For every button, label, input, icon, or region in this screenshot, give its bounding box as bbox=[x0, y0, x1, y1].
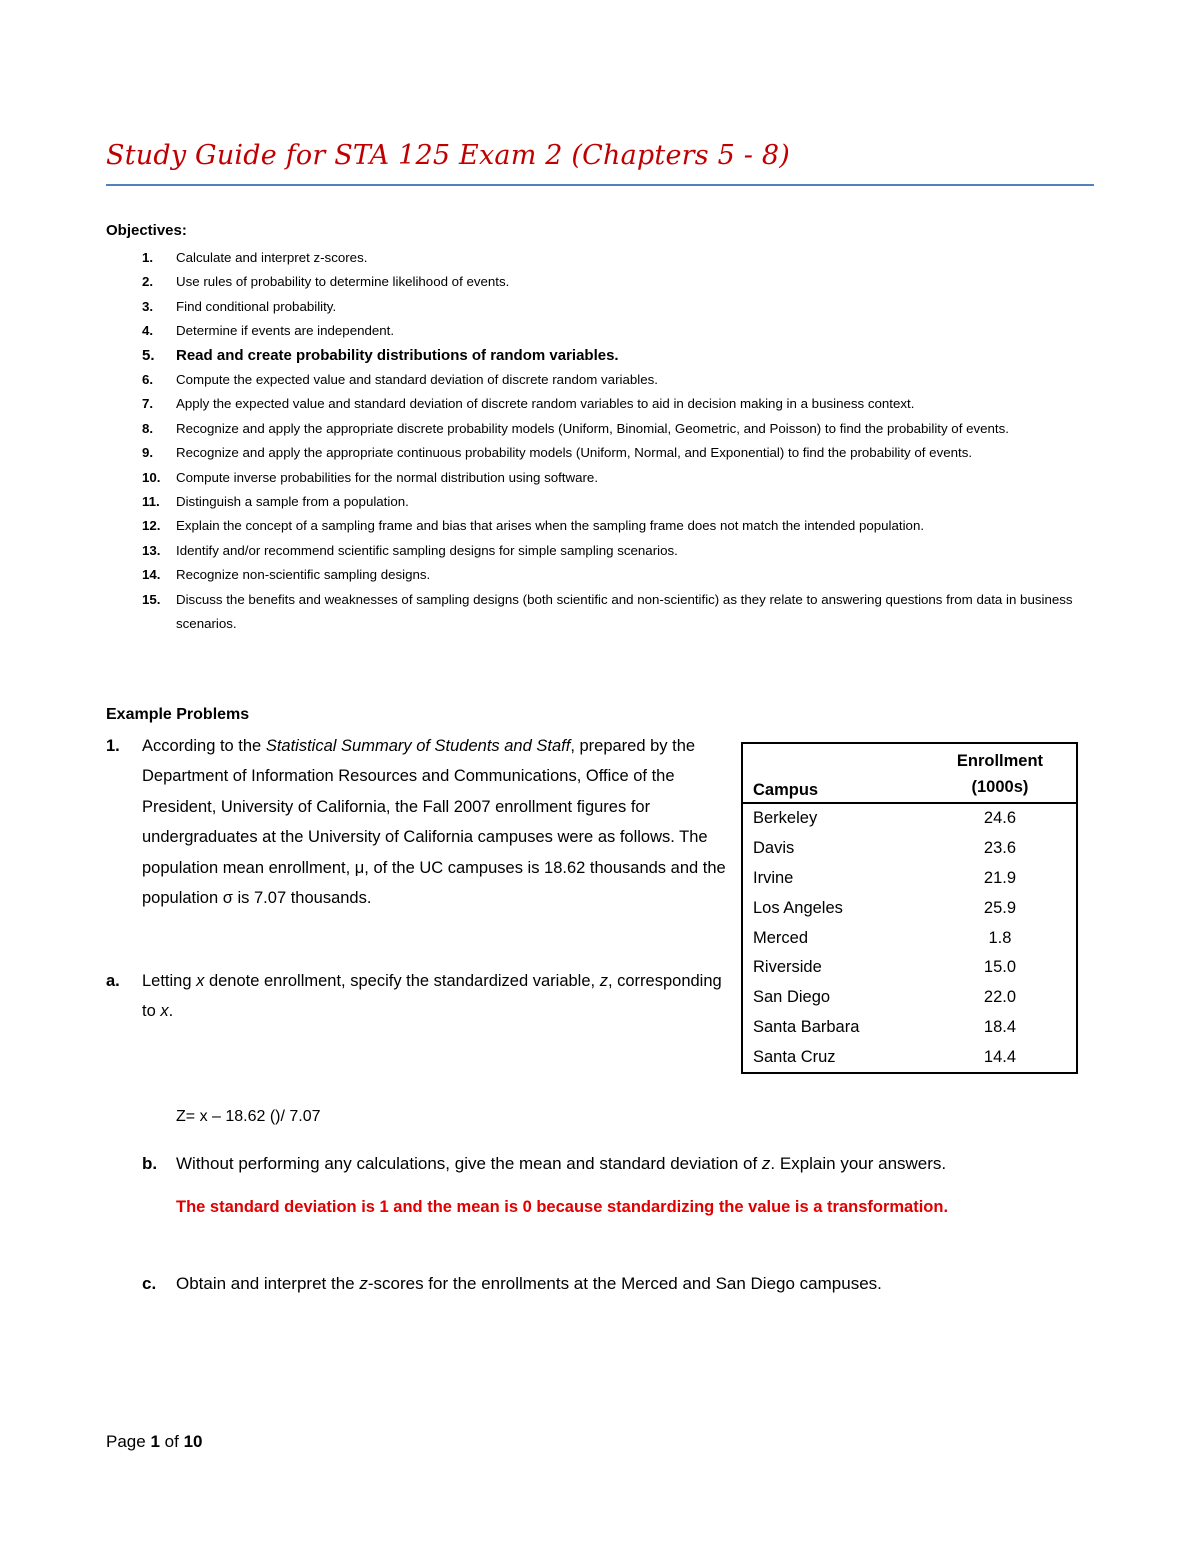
text-segment: Obtain and interpret the bbox=[176, 1274, 360, 1293]
enrollment-cell: 18.4 bbox=[983, 1017, 1017, 1036]
objectives-list bbox=[106, 246, 1096, 637]
list-item bbox=[106, 319, 1096, 343]
text-segment: . Explain your answers. bbox=[770, 1154, 947, 1173]
item-text: Read and create probability distributions of random variables. bbox=[176, 346, 619, 364]
item-number: 7. bbox=[142, 396, 154, 412]
enrollment-cell: 15.0 bbox=[983, 958, 1017, 977]
page-footer bbox=[106, 1432, 202, 1452]
text-segment: Without performing any calculations, give the mean and standard deviation of bbox=[176, 1154, 762, 1173]
item-text: Determine if events are independent. bbox=[176, 323, 395, 339]
variable: z bbox=[599, 972, 608, 990]
variable: x bbox=[196, 972, 205, 990]
enrollment-cell: 1.8 bbox=[988, 928, 1012, 947]
item-text: Identify and/or recommend scientific sampling designs for simple sampling scenarios. bbox=[176, 542, 678, 558]
problem-rest: , prepared by the Department of Information Resources and Communications, Office of the President, University of California, the Fall 2007 enrollment figures for undergraduates at the University of California campuses were as follows. The population mean enrollment, μ, of the UC campuses is 18.62 thousands and the population σ is 7.07 thousands. bbox=[142, 737, 726, 908]
item-number: 6. bbox=[142, 372, 154, 388]
campus-cell: Los Angeles bbox=[753, 898, 843, 917]
problem-intro: According to the bbox=[142, 737, 266, 755]
z-formula: Z= x – 18.62 ()/ 7.07 bbox=[176, 1108, 321, 1125]
example-problems-heading: Example Problems bbox=[106, 706, 250, 723]
part-label: b. bbox=[142, 1154, 158, 1173]
enrollment-cell: 22.0 bbox=[983, 988, 1017, 1007]
title-divider bbox=[106, 184, 1094, 186]
enrollment-table bbox=[741, 742, 1078, 1074]
enrollment-cell: 23.6 bbox=[983, 839, 1017, 858]
problem-text bbox=[142, 731, 726, 913]
item-text: Use rules of probability to determine likelihood of events. bbox=[176, 274, 510, 290]
table-row bbox=[742, 864, 1077, 894]
table-row bbox=[742, 923, 1077, 953]
answer-b: The standard deviation is 1 and the mean is 0 because standardizing the value is a transformation. bbox=[176, 1198, 949, 1216]
item-text: Apply the expected value and standard deviation of discrete random variables to aid in decision making in a business context. bbox=[176, 396, 915, 412]
campus-cell: Santa Cruz bbox=[753, 1047, 836, 1066]
footer-of-word: of bbox=[164, 1432, 179, 1451]
item-number: 10. bbox=[142, 469, 161, 485]
item-text: Recognize and apply the appropriate continuous probability models (Uniform, Normal, and Exponential) to find the probability of events. bbox=[176, 445, 973, 461]
campus-cell: Santa Barbara bbox=[753, 1017, 860, 1036]
enrollment-cell: 25.9 bbox=[983, 898, 1017, 917]
item-text: Distinguish a sample from a population. bbox=[176, 494, 409, 510]
item-number: 3. bbox=[142, 298, 154, 314]
campus-cell: Davis bbox=[753, 839, 795, 858]
enrollment-cell: 24.6 bbox=[983, 809, 1017, 828]
enrollment-cell: 14.4 bbox=[983, 1047, 1017, 1066]
item-text: Find conditional probability. bbox=[176, 298, 337, 314]
part-label: c. bbox=[142, 1274, 157, 1293]
variable: x bbox=[160, 1002, 169, 1021]
table-row bbox=[742, 1042, 1077, 1073]
list-item bbox=[106, 588, 1096, 637]
table-row bbox=[742, 1013, 1077, 1043]
table-header-row bbox=[742, 743, 1077, 803]
source-title: Statistical Summary of Students and Staff bbox=[265, 737, 571, 755]
campus-cell: Riverside bbox=[753, 958, 822, 977]
table-row bbox=[742, 983, 1077, 1013]
item-number: 9. bbox=[142, 445, 154, 461]
item-number: 4. bbox=[142, 323, 154, 339]
text-segment: -scores for the enrollments at the Merced and San Diego campuses. bbox=[367, 1274, 882, 1293]
item-number: 5. bbox=[142, 346, 155, 364]
item-text: Discuss the benefits and weaknesses of sampling designs (both scientific and non-scientific) as they relate to answering questions from data in business scenarios. bbox=[176, 591, 1073, 632]
list-item bbox=[106, 344, 1096, 368]
table-row bbox=[742, 893, 1077, 923]
campus-cell: San Diego bbox=[753, 988, 831, 1007]
list-item bbox=[106, 514, 1096, 538]
list-item bbox=[106, 417, 1096, 441]
item-number: 15. bbox=[142, 591, 161, 607]
item-text: Calculate and interpret z-scores. bbox=[176, 250, 368, 265]
column-header-enrollment bbox=[924, 743, 1077, 803]
part-label: a. bbox=[106, 972, 120, 990]
table-row bbox=[742, 803, 1077, 834]
list-item bbox=[106, 295, 1096, 319]
column-header-campus: Campus bbox=[742, 743, 924, 803]
list-item bbox=[106, 392, 1096, 416]
item-number: 8. bbox=[142, 420, 154, 436]
part-a bbox=[106, 966, 726, 1027]
campus-cell: Merced bbox=[753, 928, 809, 947]
item-number: 1. bbox=[142, 250, 154, 265]
part-b bbox=[142, 1154, 946, 1174]
list-item bbox=[106, 368, 1096, 392]
item-text: Recognize non-scientific sampling designs. bbox=[176, 567, 431, 583]
table-row bbox=[742, 953, 1077, 983]
enrollment-cell: 21.9 bbox=[983, 868, 1017, 887]
item-text: Recognize and apply the appropriate discrete probability models (Uniform, Binomial, Geometric, and Poisson) to find the probability of events. bbox=[176, 420, 1009, 436]
part-a-text bbox=[142, 966, 726, 1027]
item-number: 13. bbox=[142, 542, 161, 558]
total-page-count: 10 bbox=[183, 1432, 203, 1451]
item-number: 2. bbox=[142, 274, 154, 290]
list-item bbox=[106, 246, 1096, 270]
item-text: Compute the expected value and standard deviation of discrete random variables. bbox=[176, 372, 658, 388]
list-item bbox=[106, 539, 1096, 563]
variable: z bbox=[359, 1274, 368, 1293]
table-row bbox=[742, 834, 1077, 864]
problem-1 bbox=[106, 731, 726, 913]
text-segment: Letting bbox=[142, 972, 197, 990]
objectives-heading: Objectives: bbox=[106, 222, 187, 239]
text-segment: , corresponding to bbox=[142, 972, 722, 1021]
item-number: 11. bbox=[142, 494, 160, 510]
text-segment: . bbox=[168, 1002, 174, 1021]
current-page-number: 1 bbox=[150, 1432, 160, 1451]
header-line: (1000s) bbox=[971, 778, 1029, 796]
footer-page-word: Page bbox=[106, 1432, 146, 1451]
list-item bbox=[106, 270, 1096, 294]
campus-cell: Berkeley bbox=[753, 809, 818, 828]
part-c bbox=[142, 1274, 882, 1294]
text-segment: denote enrollment, specify the standardized variable, bbox=[204, 972, 600, 990]
item-number: 14. bbox=[142, 567, 161, 583]
header-line: Enrollment bbox=[956, 752, 1044, 770]
list-item bbox=[106, 563, 1096, 587]
problem-number: 1. bbox=[106, 737, 120, 755]
item-text: Compute inverse probabilities for the normal distribution using software. bbox=[176, 469, 599, 485]
list-item bbox=[106, 441, 1096, 465]
campus-cell: Irvine bbox=[753, 868, 794, 887]
item-text: Explain the concept of a sampling frame and bias that arises when the sampling frame does not match the intended population. bbox=[176, 518, 925, 534]
list-item bbox=[106, 466, 1096, 490]
variable: z bbox=[761, 1154, 771, 1173]
item-number: 12. bbox=[142, 518, 161, 534]
list-item bbox=[106, 490, 1096, 514]
document-title: Study Guide for STA 125 Exam 2 (Chapters 5 - 8) bbox=[106, 140, 790, 171]
